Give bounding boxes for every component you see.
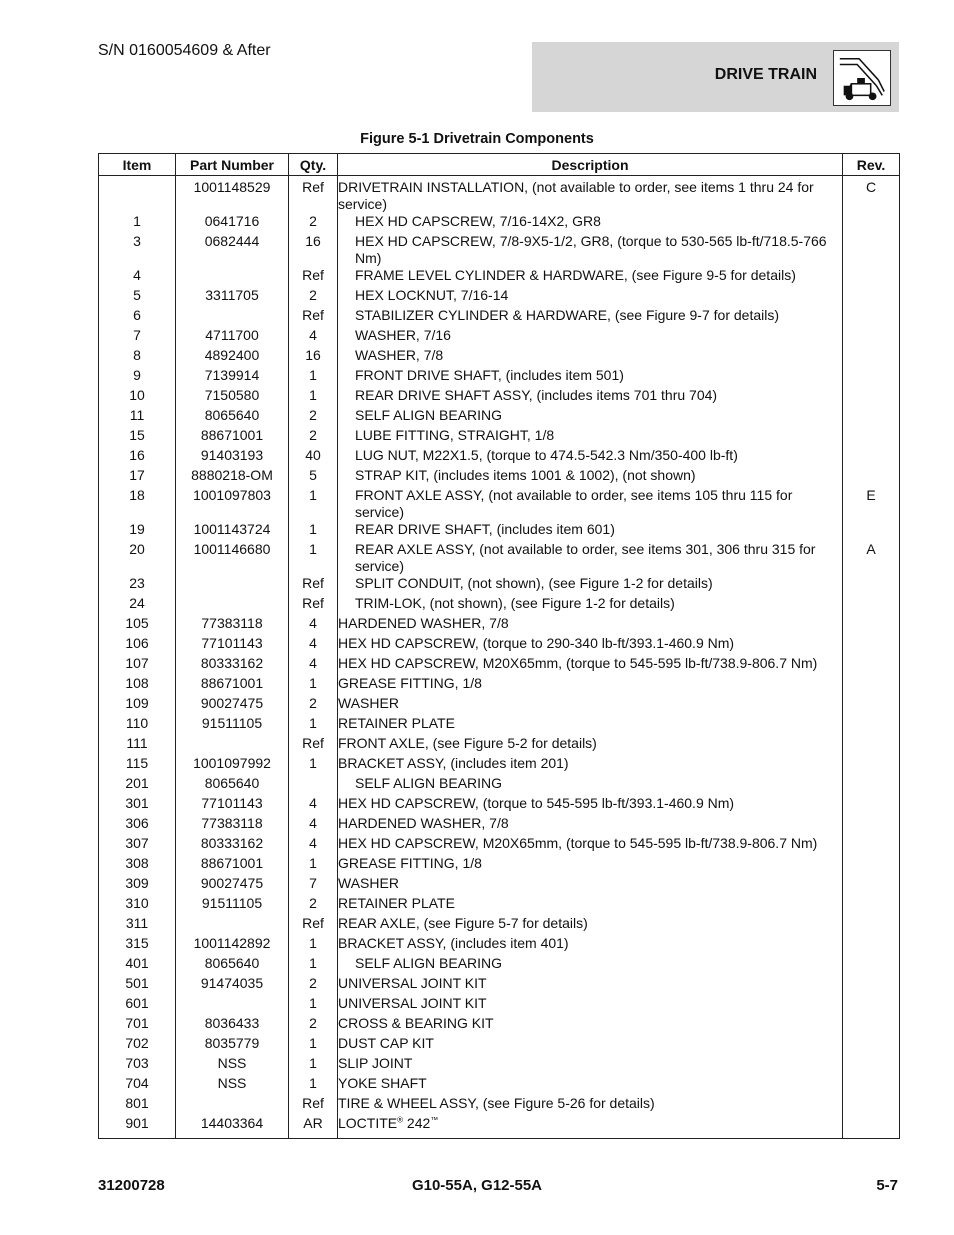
description-cell: REAR AXLE ASSY, (not available to order, see items 301, 306 thru 315 for service) (338, 541, 843, 575)
quantity-cell: 2 (289, 213, 338, 233)
revision-cell (843, 347, 900, 367)
revision-cell (843, 615, 900, 635)
telehandler-icon (833, 50, 891, 106)
item-number-cell: 201 (99, 775, 176, 795)
description-cell: HEX HD CAPSCREW, 7/8-9X5-1/2, GR8, (torque to 530-565 lb-ft/718.5-766 Nm) (338, 233, 843, 267)
item-number-cell: 8 (99, 347, 176, 367)
part-number-cell: 91474035 (176, 975, 289, 995)
table-row (99, 835, 900, 855)
item-number-cell: 4 (99, 267, 176, 287)
description-cell: LUG NUT, M22X1.5, (torque to 474.5-542.3 Nm/350-400 lb-ft) (338, 447, 843, 467)
part-number-cell: 77101143 (176, 795, 289, 815)
part-number-cell: 4892400 (176, 347, 289, 367)
table-row (99, 995, 900, 1015)
description-cell: CROSS & BEARING KIT (338, 1015, 843, 1035)
item-number-cell: 311 (99, 915, 176, 935)
description-cell: LUBE FITTING, STRAIGHT, 1/8 (338, 427, 843, 447)
description-cell: WASHER (338, 875, 843, 895)
part-number-cell: 77383118 (176, 615, 289, 635)
description-cell (338, 1115, 843, 1138)
quantity-cell: 1 (289, 541, 338, 575)
quantity-cell: 1 (289, 675, 338, 695)
quantity-cell (289, 775, 338, 795)
quantity-cell: 2 (289, 287, 338, 307)
description-cell: TRIM-LOK, (not shown), (see Figure 1-2 for details) (338, 595, 843, 615)
table-row (99, 407, 900, 427)
part-number-cell (176, 735, 289, 755)
item-number-cell: 6 (99, 307, 176, 327)
part-number-cell: 1001143724 (176, 521, 289, 541)
table-row (99, 955, 900, 975)
item-number-cell: 10 (99, 387, 176, 407)
revision-cell (843, 1015, 900, 1035)
revision-cell (843, 427, 900, 447)
part-number-cell: NSS (176, 1075, 289, 1095)
description-cell: HEX HD CAPSCREW, (torque to 545-595 lb-ft/393.1-460.9 Nm) (338, 795, 843, 815)
quantity-cell: 2 (289, 695, 338, 715)
item-number-cell: 5 (99, 287, 176, 307)
description-cell: GREASE FITTING, 1/8 (338, 855, 843, 875)
item-number-cell: 701 (99, 1015, 176, 1035)
part-number-cell: 1001148529 (176, 176, 289, 214)
column-header-description: Description (338, 154, 843, 176)
table-row (99, 387, 900, 407)
description-cell: UNIVERSAL JOINT KIT (338, 975, 843, 995)
quantity-cell: 4 (289, 327, 338, 347)
table-row (99, 975, 900, 995)
table-row (99, 935, 900, 955)
revision-cell (843, 387, 900, 407)
part-number-cell: 8065640 (176, 775, 289, 795)
description-cell: SELF ALIGN BEARING (338, 955, 843, 975)
item-number-cell: 11 (99, 407, 176, 427)
part-number-cell: 77383118 (176, 815, 289, 835)
description-cell: HEX HD CAPSCREW, 7/16-14X2, GR8 (338, 213, 843, 233)
revision-cell (843, 595, 900, 615)
revision-cell (843, 775, 900, 795)
quantity-cell: 1 (289, 521, 338, 541)
item-number-cell: 16 (99, 447, 176, 467)
revision-cell (843, 755, 900, 775)
part-number-cell: 1001097992 (176, 755, 289, 775)
revision-cell (843, 367, 900, 387)
description-cell: WASHER, 7/16 (338, 327, 843, 347)
table-row (99, 427, 900, 447)
quantity-cell: Ref (289, 307, 338, 327)
revision-cell (843, 955, 900, 975)
revision-cell (843, 1115, 900, 1138)
table-row (99, 775, 900, 795)
part-number-cell (176, 595, 289, 615)
revision-cell (843, 995, 900, 1015)
item-number-cell: 18 (99, 487, 176, 521)
part-number-cell (176, 575, 289, 595)
part-number-cell: 4711700 (176, 327, 289, 347)
table-row (99, 541, 900, 575)
revision-cell (843, 635, 900, 655)
description-cell: REAR AXLE, (see Figure 5-7 for details) (338, 915, 843, 935)
table-row (99, 855, 900, 875)
description-cell: SELF ALIGN BEARING (338, 775, 843, 795)
item-number-cell: 301 (99, 795, 176, 815)
part-number-cell: 8035779 (176, 1035, 289, 1055)
revision-cell (843, 233, 900, 267)
trademark-mark: ™ (430, 1115, 439, 1125)
revision-cell (843, 935, 900, 955)
table-row (99, 1055, 900, 1075)
description-cell: FRONT AXLE ASSY, (not available to order, see items 105 thru 115 for service) (338, 487, 843, 521)
revision-cell (843, 1075, 900, 1095)
item-number-cell: 315 (99, 935, 176, 955)
part-number-cell: 88671001 (176, 427, 289, 447)
quantity-cell: 1 (289, 487, 338, 521)
revision-cell (843, 287, 900, 307)
item-number-cell: 702 (99, 1035, 176, 1055)
revision-cell (843, 267, 900, 287)
item-number-cell: 310 (99, 895, 176, 915)
part-number-cell: 1001146680 (176, 541, 289, 575)
part-number-cell: 8880218-OM (176, 467, 289, 487)
item-number-cell: 3 (99, 233, 176, 267)
description-cell: YOKE SHAFT (338, 1075, 843, 1095)
quantity-cell: 1 (289, 755, 338, 775)
table-row (99, 615, 900, 635)
quantity-cell: 4 (289, 635, 338, 655)
table-row (99, 895, 900, 915)
item-number-cell: 7 (99, 327, 176, 347)
item-number-cell: 15 (99, 427, 176, 447)
description-cell: WASHER, 7/8 (338, 347, 843, 367)
revision-cell (843, 915, 900, 935)
table-row (99, 447, 900, 467)
table-row (99, 815, 900, 835)
revision-cell (843, 467, 900, 487)
table-row (99, 595, 900, 615)
item-number-cell: 501 (99, 975, 176, 995)
column-header-rev: Rev. (843, 154, 900, 176)
quantity-cell: Ref (289, 176, 338, 214)
table-row (99, 1115, 900, 1138)
revision-cell (843, 447, 900, 467)
table-row (99, 575, 900, 595)
revision-cell (843, 715, 900, 735)
description-cell: RETAINER PLATE (338, 895, 843, 915)
revision-cell (843, 327, 900, 347)
quantity-cell: 2 (289, 407, 338, 427)
part-number-cell (176, 307, 289, 327)
table-row (99, 267, 900, 287)
description-suffix: 242 (403, 1115, 431, 1131)
quantity-cell: 1 (289, 935, 338, 955)
figure-title: Figure 5-1 Drivetrain Components (360, 131, 594, 147)
item-number-cell: 308 (99, 855, 176, 875)
part-number-cell (176, 915, 289, 935)
quantity-cell: 1 (289, 1075, 338, 1095)
item-number-cell: 17 (99, 467, 176, 487)
description-cell: REAR DRIVE SHAFT, (includes item 601) (338, 521, 843, 541)
serial-number: S/N 0160054609 & After (98, 42, 271, 59)
table-row (99, 213, 900, 233)
part-number-cell: 3311705 (176, 287, 289, 307)
quantity-cell: 1 (289, 955, 338, 975)
revision-cell: A (843, 541, 900, 575)
item-number-cell: 1 (99, 213, 176, 233)
revision-cell (843, 975, 900, 995)
table-row (99, 735, 900, 755)
quantity-cell: Ref (289, 575, 338, 595)
document-number: 31200728 (98, 1177, 165, 1194)
quantity-cell: 4 (289, 815, 338, 835)
item-number-cell: 309 (99, 875, 176, 895)
part-number-cell: 80333162 (176, 655, 289, 675)
quantity-cell: 1 (289, 995, 338, 1015)
part-number-cell: 90027475 (176, 875, 289, 895)
quantity-cell: 1 (289, 715, 338, 735)
part-number-cell: 91511105 (176, 715, 289, 735)
item-number-cell: 901 (99, 1115, 176, 1138)
column-header-part-number: Part Number (176, 154, 289, 176)
quantity-cell: 1 (289, 1055, 338, 1075)
revision-cell: C (843, 176, 900, 214)
description-cell: SPLIT CONDUIT, (not shown), (see Figure 1-2 for details) (338, 575, 843, 595)
description-cell: TIRE & WHEEL ASSY, (see Figure 5-26 for details) (338, 1095, 843, 1115)
table-row (99, 521, 900, 541)
part-number-cell: 88671001 (176, 855, 289, 875)
item-number-cell: 23 (99, 575, 176, 595)
quantity-cell: 16 (289, 347, 338, 367)
table-row (99, 307, 900, 327)
item-number-cell: 105 (99, 615, 176, 635)
description-cell: REAR DRIVE SHAFT ASSY, (includes items 701 thru 704) (338, 387, 843, 407)
parts-table (98, 153, 900, 1139)
part-number-cell: 8036433 (176, 1015, 289, 1035)
part-number-cell: 0641716 (176, 213, 289, 233)
table-row (99, 1075, 900, 1095)
table-row (99, 467, 900, 487)
table-row (99, 755, 900, 775)
part-number-cell: 91403193 (176, 447, 289, 467)
revision-cell (843, 1035, 900, 1055)
description-cell: STRAP KIT, (includes items 1001 & 1002), (not shown) (338, 467, 843, 487)
item-number-cell: 115 (99, 755, 176, 775)
quantity-cell: Ref (289, 595, 338, 615)
quantity-cell: 4 (289, 835, 338, 855)
part-number-cell: 80333162 (176, 835, 289, 855)
revision-cell (843, 407, 900, 427)
description-cell: BRACKET ASSY, (includes item 201) (338, 755, 843, 775)
quantity-cell: Ref (289, 915, 338, 935)
table-row (99, 347, 900, 367)
revision-cell (843, 695, 900, 715)
part-number-cell (176, 995, 289, 1015)
part-number-cell: 90027475 (176, 695, 289, 715)
description-cell: SELF ALIGN BEARING (338, 407, 843, 427)
table-row (99, 655, 900, 675)
revision-cell (843, 675, 900, 695)
table-row (99, 327, 900, 347)
description-cell: GREASE FITTING, 1/8 (338, 675, 843, 695)
table-row (99, 695, 900, 715)
item-number-cell: 306 (99, 815, 176, 835)
revision-cell: E (843, 487, 900, 521)
item-number-cell: 107 (99, 655, 176, 675)
item-number-cell: 109 (99, 695, 176, 715)
quantity-cell: 4 (289, 795, 338, 815)
column-header-item: Item (99, 154, 176, 176)
item-number-cell: 401 (99, 955, 176, 975)
description-cell: STABILIZER CYLINDER & HARDWARE, (see Figure 9-7 for details) (338, 307, 843, 327)
table-row (99, 1095, 900, 1115)
registered-mark: ® (397, 1115, 404, 1125)
revision-cell (843, 835, 900, 855)
table-header-row (99, 154, 900, 176)
part-number-cell: 91511105 (176, 895, 289, 915)
part-number-cell: 77101143 (176, 635, 289, 655)
quantity-cell: 2 (289, 975, 338, 995)
part-number-cell: 14403364 (176, 1115, 289, 1138)
quantity-cell: 7 (289, 875, 338, 895)
section-title: DRIVE TRAIN (714, 66, 817, 83)
description-cell: FRONT DRIVE SHAFT, (includes item 501) (338, 367, 843, 387)
revision-cell (843, 1055, 900, 1075)
table-row (99, 1015, 900, 1035)
item-number-cell: 703 (99, 1055, 176, 1075)
description-cell: BRACKET ASSY, (includes item 401) (338, 935, 843, 955)
quantity-cell: 4 (289, 655, 338, 675)
item-number-cell: 110 (99, 715, 176, 735)
revision-cell (843, 895, 900, 915)
quantity-cell: 16 (289, 233, 338, 267)
description-cell: HEX HD CAPSCREW, M20X65mm, (torque to 545-595 lb-ft/738.9-806.7 Nm) (338, 655, 843, 675)
part-number-cell (176, 267, 289, 287)
quantity-cell: 1 (289, 367, 338, 387)
revision-cell (843, 307, 900, 327)
quantity-cell: Ref (289, 267, 338, 287)
description-cell: FRONT AXLE, (see Figure 5-2 for details) (338, 735, 843, 755)
part-number-cell: 88671001 (176, 675, 289, 695)
description-cell: HEX HD CAPSCREW, (torque to 290-340 lb-ft/393.1-460.9 Nm) (338, 635, 843, 655)
table-row (99, 915, 900, 935)
revision-cell (843, 213, 900, 233)
description-cell: HEX LOCKNUT, 7/16-14 (338, 287, 843, 307)
item-number-cell: 601 (99, 995, 176, 1015)
part-number-cell: 7150580 (176, 387, 289, 407)
revision-cell (843, 655, 900, 675)
quantity-cell: 40 (289, 447, 338, 467)
item-number-cell: 307 (99, 835, 176, 855)
revision-cell (843, 1095, 900, 1115)
revision-cell (843, 875, 900, 895)
part-number-cell: 0682444 (176, 233, 289, 267)
item-number-cell: 19 (99, 521, 176, 541)
table-row (99, 367, 900, 387)
revision-cell (843, 855, 900, 875)
item-number-cell: 106 (99, 635, 176, 655)
part-number-cell: 7139914 (176, 367, 289, 387)
quantity-cell: Ref (289, 1095, 338, 1115)
table-row (99, 1035, 900, 1055)
revision-cell (843, 815, 900, 835)
quantity-cell: 2 (289, 427, 338, 447)
description-cell: HARDENED WASHER, 7/8 (338, 815, 843, 835)
quantity-cell: 1 (289, 855, 338, 875)
model-names: G10-55A, G12-55A (411, 1177, 543, 1194)
item-number-cell: 20 (99, 541, 176, 575)
quantity-cell: AR (289, 1115, 338, 1138)
revision-cell (843, 735, 900, 755)
table-row (99, 233, 900, 267)
item-number-cell: 801 (99, 1095, 176, 1115)
item-number-cell (99, 176, 176, 214)
table-row (99, 715, 900, 735)
quantity-cell: 4 (289, 615, 338, 635)
part-number-cell: 8065640 (176, 407, 289, 427)
table-row (99, 795, 900, 815)
table-row (99, 875, 900, 895)
quantity-cell: 5 (289, 467, 338, 487)
description-cell: DRIVETRAIN INSTALLATION, (not available to order, see items 1 thru 24 for service) (338, 176, 843, 214)
revision-cell (843, 521, 900, 541)
part-number-cell: 1001142892 (176, 935, 289, 955)
description-text: LOCTITE (338, 1115, 398, 1131)
part-number-cell: NSS (176, 1055, 289, 1075)
table-row (99, 176, 900, 214)
quantity-cell: 1 (289, 387, 338, 407)
description-cell: WASHER (338, 695, 843, 715)
description-cell: HEX HD CAPSCREW, M20X65mm, (torque to 545-595 lb-ft/738.9-806.7 Nm) (338, 835, 843, 855)
part-number-cell (176, 1095, 289, 1115)
description-cell: UNIVERSAL JOINT KIT (338, 995, 843, 1015)
table-row (99, 635, 900, 655)
revision-cell (843, 795, 900, 815)
item-number-cell: 111 (99, 735, 176, 755)
item-number-cell: 9 (99, 367, 176, 387)
section-header (532, 42, 899, 112)
table-row (99, 675, 900, 695)
item-number-cell: 24 (99, 595, 176, 615)
revision-cell (843, 575, 900, 595)
description-cell: DUST CAP KIT (338, 1035, 843, 1055)
quantity-cell: 2 (289, 1015, 338, 1035)
table-row (99, 287, 900, 307)
column-header-qty: Qty. (289, 154, 338, 176)
item-number-cell: 108 (99, 675, 176, 695)
parts-table-body (99, 176, 900, 1139)
page-number: 5-7 (876, 1177, 898, 1194)
description-cell: FRAME LEVEL CYLINDER & HARDWARE, (see Figure 9-5 for details) (338, 267, 843, 287)
item-number-cell: 704 (99, 1075, 176, 1095)
quantity-cell: 1 (289, 1035, 338, 1055)
part-number-cell: 1001097803 (176, 487, 289, 521)
description-cell: SLIP JOINT (338, 1055, 843, 1075)
description-cell: RETAINER PLATE (338, 715, 843, 735)
description-cell: HARDENED WASHER, 7/8 (338, 615, 843, 635)
quantity-cell: 2 (289, 895, 338, 915)
quantity-cell: Ref (289, 735, 338, 755)
table-row (99, 487, 900, 521)
part-number-cell: 8065640 (176, 955, 289, 975)
